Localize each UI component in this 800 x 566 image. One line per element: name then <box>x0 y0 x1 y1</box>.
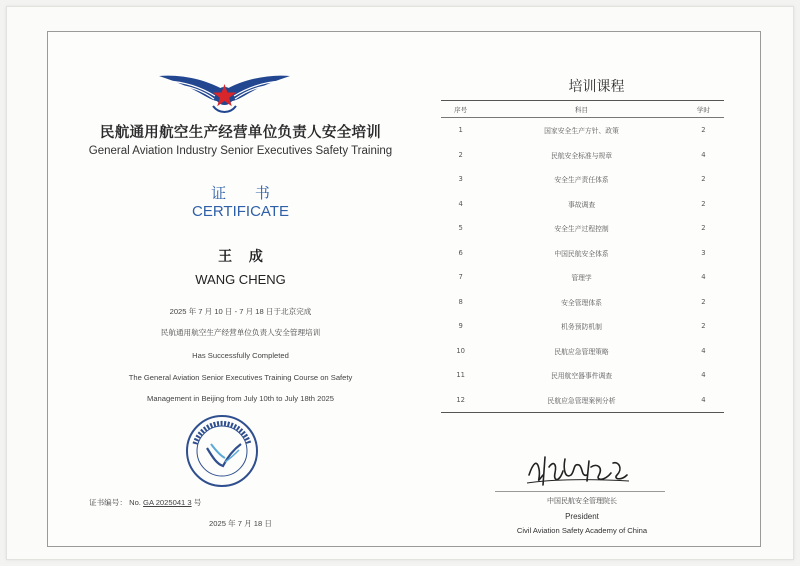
header-subject: 科目 <box>480 101 682 118</box>
course-index: 10 <box>456 346 465 355</box>
signature-line <box>495 491 665 492</box>
course-subject: 民航应急管理案例分析 <box>547 396 616 405</box>
course-subject: 民用航空器事件调查 <box>550 372 613 381</box>
course-index: 1 <box>458 126 463 135</box>
table-row <box>441 167 724 192</box>
course-subject: 机务预防机制 <box>561 323 602 332</box>
course-dates-en: Management in Beijing from July 10th to July 18th 2025 <box>147 394 334 403</box>
table-row <box>441 143 724 168</box>
courses-header-row <box>441 101 724 118</box>
certificate-label-cn: 证 书 <box>211 184 282 202</box>
completion-statement: Has Successfully Completed <box>192 351 289 360</box>
certificate-left-panel <box>48 32 433 546</box>
course-subject: 中国民航安全体系 <box>554 249 609 258</box>
course-hours: 4 <box>701 273 706 282</box>
course-hours: 2 <box>701 126 706 135</box>
course-hours: 4 <box>701 371 706 380</box>
certificate-number <box>89 497 201 508</box>
course-index: 12 <box>456 395 465 404</box>
course-hours: 4 <box>701 395 706 404</box>
signatory-org-cn: 中国民航安全管理院长 <box>547 497 617 505</box>
header-index: 序号 <box>441 101 480 118</box>
course-subject: 安全管理体系 <box>561 298 602 307</box>
course-index: 7 <box>458 273 463 282</box>
course-index: 9 <box>458 322 463 331</box>
certificate-right-panel <box>433 32 760 546</box>
certificate-number-label: 证书编号： <box>89 498 127 507</box>
certificate-paper <box>6 6 794 560</box>
course-hours: 4 <box>701 150 706 159</box>
recipient-name-cn: 王 成 <box>218 249 269 265</box>
course-index: 2 <box>458 150 463 159</box>
course-subject: 事故调查 <box>567 200 596 209</box>
course-subject: 安全生产过程控制 <box>554 225 609 234</box>
recipient-name-en: WANG CHENG <box>195 272 286 287</box>
course-hours: 2 <box>701 297 706 306</box>
certificate-number-prefix: No. <box>129 498 141 507</box>
table-row <box>441 265 724 290</box>
certificate-number-suffix: 号 <box>193 498 202 507</box>
table-row <box>441 314 724 339</box>
course-index: 11 <box>456 371 465 380</box>
course-index: 3 <box>458 175 463 184</box>
table-row <box>441 241 724 266</box>
certificate-label-en: CERTIFICATE <box>192 203 289 220</box>
course-hours: 2 <box>701 224 706 233</box>
header-hours: 学时 <box>683 101 724 118</box>
signatory-org-en: Civil Aviation Safety Academy of China <box>516 526 648 535</box>
academy-seal-icon <box>185 414 259 488</box>
table-row <box>441 339 724 364</box>
course-hours: 3 <box>701 248 706 257</box>
certificate-number-value: GA 2025041 3 <box>143 498 192 507</box>
course-index: 4 <box>458 199 463 208</box>
table-row <box>441 388 724 413</box>
course-subject: 民航应急管理策略 <box>554 347 609 356</box>
course-index: 5 <box>458 224 463 233</box>
course-hours: 2 <box>701 322 706 331</box>
caac-wings-logo-icon <box>157 70 292 120</box>
signatory-title: President <box>565 512 599 521</box>
course-subject: 安全生产责任体系 <box>554 176 609 185</box>
certificate-frame <box>47 31 761 547</box>
table-row <box>441 118 724 143</box>
course-index: 8 <box>458 297 463 306</box>
course-hours: 4 <box>701 346 706 355</box>
course-hours: 2 <box>701 175 706 184</box>
table-row <box>441 363 724 388</box>
table-row <box>441 216 724 241</box>
course-hours: 2 <box>701 199 706 208</box>
issue-date: 2025 年 7 月 18 日 <box>209 519 272 528</box>
course-description-en: The General Aviation Senior Executives Training Course on Safety <box>128 373 353 382</box>
courses-title: 培训课程 <box>568 79 625 95</box>
course-subject: 民航安全标准与规章 <box>550 151 613 160</box>
completion-date-cn: 2025 年 7 月 10 日 - 7 月 18 日于北京完成 <box>169 307 312 316</box>
course-name-cn: 民航通用航空生产经营单位负责人安全管理培训 <box>160 328 321 337</box>
courses-table <box>441 100 724 413</box>
president-signature <box>523 445 633 489</box>
training-title-en: General Aviation Industry Senior Executives Safety Training <box>88 145 393 157</box>
course-index: 6 <box>458 248 463 257</box>
course-subject: 国家安全生产方针、政策 <box>544 127 619 136</box>
table-row <box>441 192 724 217</box>
training-title-cn: 民航通用航空生产经营单位负责人安全培训 <box>99 124 382 141</box>
table-row <box>441 290 724 315</box>
course-subject: 管理学 <box>571 274 592 283</box>
